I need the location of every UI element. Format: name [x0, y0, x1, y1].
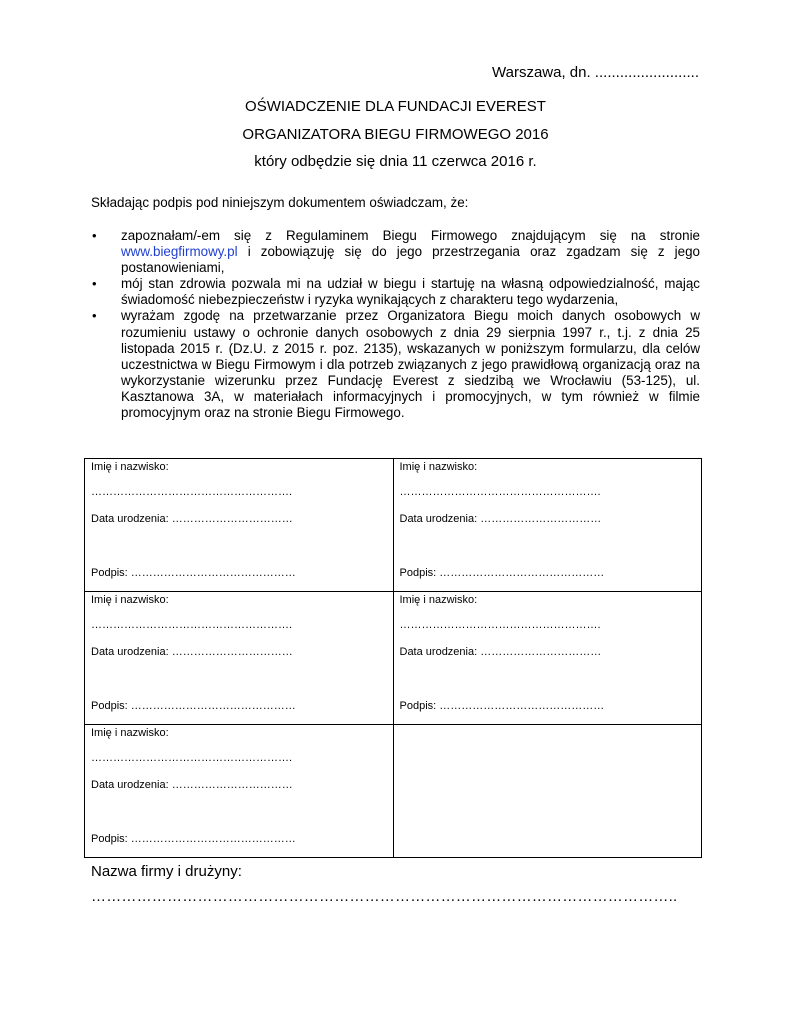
- name-label: Imię i nazwisko:: [399, 594, 478, 606]
- name-field[interactable]: ……………………………………………….: [91, 619, 293, 631]
- participant-form-cell: [85, 725, 394, 858]
- name-label: Imię i nazwisko:: [91, 594, 169, 606]
- participants-form-table: [84, 458, 702, 858]
- name-field[interactable]: ……………………………………………….: [91, 486, 293, 498]
- bullet-marker: •: [92, 228, 97, 243]
- signature-field[interactable]: Podpis: ………………………………………: [91, 567, 296, 579]
- intro-text: Składając podpis pod niniejszym dokumentem oświadczam, że:: [91, 195, 469, 210]
- birth-date-field[interactable]: Data urodzenia: ……………………………: [91, 513, 293, 525]
- company-team-field[interactable]: ……………………………………………………………………………………………………..: [91, 888, 678, 905]
- participant-form-cell: [393, 459, 702, 592]
- name-field[interactable]: ……………………………………………….: [399, 619, 601, 631]
- name-label: Imię i nazwisko:: [91, 461, 169, 473]
- empty-form-cell: [393, 725, 702, 858]
- document-title: OŚWIADCZENIE DLA FUNDACJI EVEREST: [245, 98, 546, 115]
- signature-field[interactable]: Podpis: ………………………………………: [399, 700, 605, 712]
- declaration-item-regulations: [92, 228, 700, 276]
- company-team-label: Nazwa firmy i drużyny:: [91, 863, 242, 880]
- website-link[interactable]: www.biegfirmowy.pl: [121, 244, 238, 260]
- name-field[interactable]: ……………………………………………….: [91, 752, 293, 764]
- signature-field[interactable]: Podpis: ………………………………………: [91, 700, 296, 712]
- participant-form-cell: [85, 459, 394, 592]
- bullet-marker: •: [92, 308, 97, 324]
- name-label: Imię i nazwisko:: [91, 727, 169, 739]
- declaration-text: wyrażam zgodę na przetwarzanie przez Organizatora Biegu moich danych osobowych w rozumieniu ustawy o ochronie danych osobowych z dnia 29 sierpnia 1997 r., t.j. z dnia 25 listopada 2015 r. (Dz.U. z 2015 r. poz. 2135), wskazanych w poniższym formularzu, dla celów uczestnictwa w Biegu Firmowym i dla potrzeb związanych z jego prawidłową organizacją oraz na wykorzystanie wizerunku przez Fundację Everest z siedzibą we Wrocławiu (53-125), ul. Kasztanowa 3A, w materiałach informacyjnych i promocyjnych, w tym również w filmie promocyjnym oraz na stronie Biegu Firmowego.: [121, 308, 700, 421]
- birth-date-field[interactable]: Data urodzenia: ……………………………: [91, 779, 293, 791]
- participant-form-cell: [85, 592, 394, 725]
- document-subtitle: ORGANIZATORA BIEGU FIRMOWEGO 2016: [242, 126, 549, 143]
- declaration-text: mój stan zdrowia pozwala mi na udział w biegu i startuję na własną odpowiedzialność, mając świadomość niebezpieczeństw i ryzyka wynikających z charakteru tego wydarzenia,: [121, 276, 700, 308]
- bullet-marker: •: [92, 276, 97, 292]
- declaration-item-health: [92, 276, 700, 308]
- declaration-item-data-consent: [92, 308, 700, 421]
- event-date-line: który odbędzie się dnia 11 czerwca 2016 r.: [254, 153, 537, 170]
- declaration-text: zapoznałam/-em się z Regulaminem Biegu Firmowego znajdującym się na stronie: [121, 228, 700, 243]
- declaration-text: i zobowiązuję się do jego przestrzegania oraz zgadzam się z jego postanowieniami,: [121, 244, 700, 276]
- birth-date-field[interactable]: Data urodzenia: ……………………………: [91, 646, 293, 658]
- birth-date-field[interactable]: Data urodzenia: ……………………………: [399, 513, 602, 525]
- name-label: Imię i nazwisko:: [399, 461, 478, 473]
- birth-date-field[interactable]: Data urodzenia: ……………………………: [399, 646, 602, 658]
- declaration-list: [92, 228, 700, 421]
- place-date-line: Warszawa, dn. .........................: [492, 64, 699, 81]
- signature-field[interactable]: Podpis: ………………………………………: [91, 833, 296, 845]
- name-field[interactable]: ……………………………………………….: [399, 486, 601, 498]
- signature-field[interactable]: Podpis: ………………………………………: [399, 567, 605, 579]
- participant-form-cell: [393, 592, 702, 725]
